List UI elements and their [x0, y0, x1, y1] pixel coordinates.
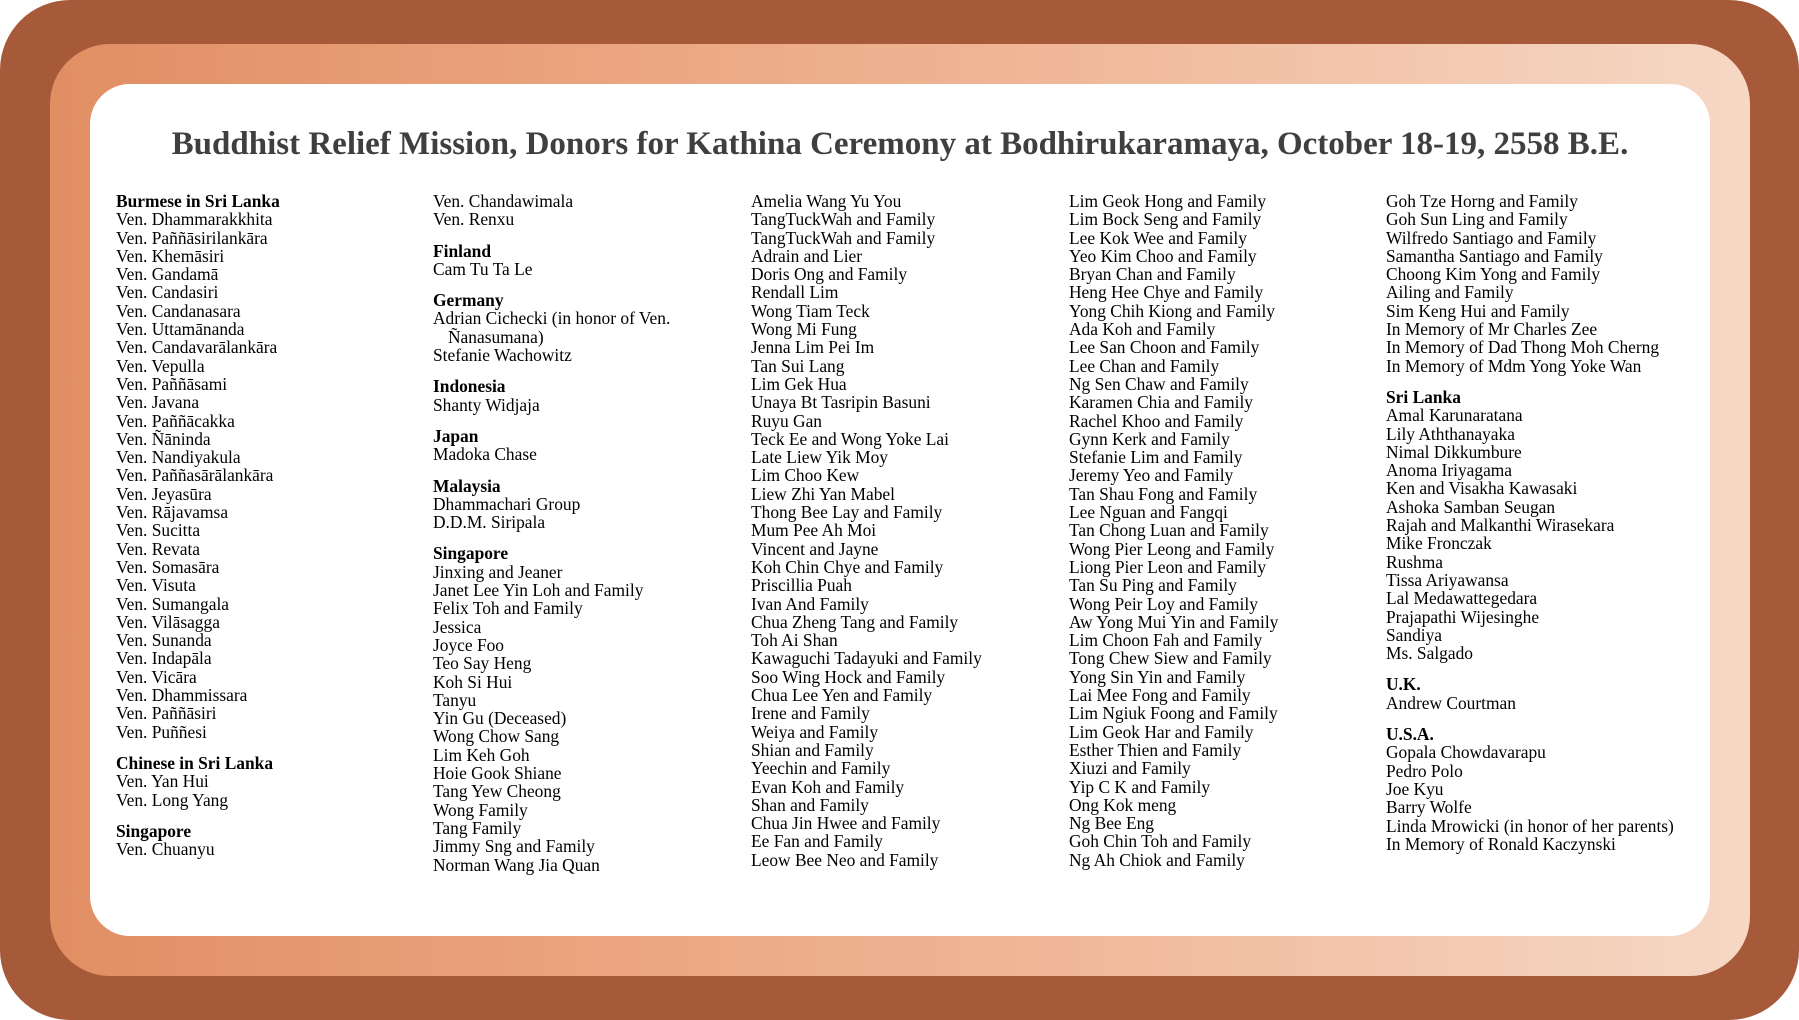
donor-name: Late Liew Yik Moy [751, 447, 889, 468]
donor-column-1 [116, 192, 426, 858]
donor-name: Aw Yong Mui Yin and Family [1069, 611, 1279, 632]
donor-name: Lim Geok Hong and Family [1069, 191, 1267, 211]
donor-name: Yip C K and Family [1069, 776, 1211, 797]
donor-name: Dhammachari Group [433, 493, 581, 514]
donor-section [433, 427, 743, 464]
donor-name: Nimal Dikkumbure [1386, 441, 1522, 462]
donor-section [1386, 675, 1696, 712]
donor-name: Yeechin and Family [751, 758, 891, 779]
section-heading: Japan [433, 425, 479, 446]
donor-name: Irene and Family [751, 703, 870, 724]
donor-name: Weiya and Family [751, 721, 879, 742]
donor-name: Chua Jin Hwee and Family [751, 813, 941, 834]
donor-name: Wong Tiam Teck [751, 300, 870, 321]
donor-name: Shanty Widjaja [433, 394, 540, 415]
donor-section [1069, 192, 1379, 869]
donor-section [116, 822, 426, 859]
donor-name: Ms. Salgado [1386, 643, 1473, 664]
donor-name: Rajah and Malkanthi Wirasekara [1386, 515, 1615, 536]
donor-name: Tanyu [433, 689, 477, 710]
section-heading: Finland [433, 240, 491, 261]
donor-name: Jenna Lim Pei Im [751, 337, 875, 358]
donor-name: Ven. Puññesi [116, 721, 207, 742]
donor-name: Lim Choo Kew [751, 465, 860, 486]
donor-name: Adrian Cichecki (in honor of Ven. [433, 308, 671, 329]
donor-name: Wilfredo Santiago and Family [1386, 227, 1597, 248]
donor-name: Ven. Vepulla [116, 355, 205, 376]
donor-name: Tissa Ariyawansa [1386, 569, 1509, 590]
section-heading: Malaysia [433, 475, 501, 496]
donor-name: Ven. Yan Hui [116, 771, 209, 792]
donor-name: Ven. Javana [116, 392, 200, 413]
section-heading: Burmese in Sri Lanka [116, 191, 280, 211]
donor-name: Ñanasumana) [448, 326, 544, 347]
donor-name: Tong Chew Siew and Family [1069, 648, 1272, 669]
donor-name: Ven. Paññācakka [116, 410, 235, 431]
donor-name: Yeo Kim Choo and Family [1069, 245, 1257, 266]
donor-name: Lim Keh Goh [433, 744, 530, 765]
page-title: Buddhist Relief Mission, Donors for Kathina Ceremony at Bodhirukaramaya, October 18-19, 2558 B.E. [171, 126, 1629, 162]
section-heading: Germany [433, 290, 504, 311]
donor-name: TangTuckWah and Family [751, 227, 936, 248]
donor-name: Joe Kyu [1386, 778, 1444, 799]
donor-name: Toh Ai Shan [751, 630, 838, 651]
donor-name: Koh Chin Chye and Family [751, 556, 944, 577]
donor-name: Pedro Polo [1386, 760, 1463, 781]
donor-name: Thong Bee Lay and Family [751, 502, 943, 523]
donor-name: Lim Gek Hua [751, 373, 847, 394]
donor-name: Lim Choon Fah and Family [1069, 630, 1263, 651]
donor-name: Kawaguchi Tadayuki and Family [751, 648, 982, 669]
donor-name: Ven. Ñāninda [116, 428, 211, 449]
donor-name: Ven. Somasāra [116, 556, 220, 577]
donor-name: Ven. Sucitta [116, 520, 201, 541]
donor-name: Vincent and Jayne [751, 538, 879, 559]
donor-name: Tang Yew Cheong [433, 781, 561, 802]
donor-name: Shan and Family [751, 794, 869, 815]
donor-name: Andrew Courtman [1386, 692, 1516, 713]
donor-name: Tan Shau Fong and Family [1069, 483, 1258, 504]
donor-name: Unaya Bt Tasripin Basuni [751, 392, 931, 413]
donor-name: In Memory of Mr Charles Zee [1386, 319, 1598, 340]
donor-name: Mike Fronczak [1386, 533, 1492, 554]
donor-name: Liong Pier Leon and Family [1069, 556, 1267, 577]
donor-column-4 [1069, 192, 1379, 869]
donor-name: Gynn Kerk and Family [1069, 428, 1230, 449]
donor-name: Linda Mrowicki (in honor of her parents) [1386, 815, 1674, 836]
donor-name: Ven. Dhammissara [116, 685, 248, 706]
donor-section [1386, 725, 1696, 853]
donor-name: Felix Toh and Family [433, 598, 583, 619]
donor-name: Samantha Santiago and Family [1386, 245, 1603, 266]
donor-name: Esther Thien and Family [1069, 739, 1242, 760]
donor-name: Ven. Gandamā [116, 264, 219, 285]
donor-name: Ng Bee Eng [1069, 813, 1155, 834]
donor-name: Ven. Uttamānanda [116, 319, 245, 340]
donor-name: Ven. Candanasara [116, 300, 241, 321]
donor-name: Ven. Visuta [116, 575, 196, 596]
donor-name: Ng Sen Chaw and Family [1069, 373, 1249, 394]
donor-name: Rachel Khoo and Family [1069, 410, 1244, 431]
donor-name: Bryan Chan and Family [1069, 264, 1236, 285]
donor-name: Teo Say Heng [433, 653, 532, 674]
donor-name: Stefanie Lim and Family [1069, 447, 1243, 468]
donor-name: TangTuckWah and Family [751, 209, 936, 230]
donor-name: Evan Koh and Family [751, 776, 905, 797]
section-heading: U.K. [1386, 674, 1421, 695]
donor-name: Wong Chow Sang [433, 726, 560, 747]
donor-name: Jimmy Sng and Family [433, 836, 595, 857]
donor-name: Tan Chong Luan and Family [1069, 520, 1269, 541]
donor-name: Ven. Long Yang [116, 789, 229, 810]
donor-name: Leow Bee Neo and Family [751, 849, 939, 870]
donor-section [433, 477, 743, 532]
donor-name: Lim Bock Seng and Family [1069, 209, 1262, 230]
donor-name: Rushma [1386, 551, 1444, 572]
donor-name: Tang Family [433, 817, 522, 838]
donor-name: In Memory of Dad Thong Moh Cherng [1386, 337, 1660, 358]
donor-name: Ng Ah Chiok and Family [1069, 849, 1245, 870]
donor-name: Chua Zheng Tang and Family [751, 611, 959, 632]
donor-section [1386, 388, 1696, 662]
donor-name: Heng Hee Chye and Family [1069, 282, 1264, 303]
donor-name: Wong Pier Leong and Family [1069, 538, 1275, 559]
donor-name: D.D.M. Siripala [433, 512, 546, 533]
donor-name: Ven. Sumangala [116, 593, 230, 614]
donor-name: Rendall Lim [751, 282, 839, 303]
donor-name: Tan Su Ping and Family [1069, 575, 1237, 596]
donor-name: Teck Ee and Wong Yoke Lai [751, 428, 949, 449]
donor-name: Sim Keng Hui and Family [1386, 300, 1570, 321]
donor-name: Ven. Rājavamsa [116, 502, 229, 523]
donor-card [90, 84, 1710, 936]
donor-name: Janet Lee Yin Loh and Family [433, 580, 644, 601]
donor-name: Choong Kim Yong and Family [1386, 264, 1601, 285]
donor-name: Ven. Nandiyakula [116, 447, 241, 468]
donor-name: Goh Tze Horng and Family [1386, 191, 1578, 211]
section-heading: Chinese in Sri Lanka [116, 752, 274, 773]
donor-name: Sandiya [1386, 624, 1443, 645]
donor-column-3 [751, 192, 1061, 869]
donor-section [433, 192, 743, 229]
donor-section [433, 291, 743, 364]
donor-name: Karamen Chia and Family [1069, 392, 1254, 413]
donor-name: Ven. Candasiri [116, 282, 219, 303]
donor-name: Lim Ngiuk Foong and Family [1069, 703, 1278, 724]
donor-section [1386, 192, 1696, 375]
donor-name: Hoie Gook Shiane [433, 763, 562, 784]
donor-name: Ong Kok meng [1069, 794, 1177, 815]
donor-name: Yin Gu (Deceased) [433, 708, 567, 729]
donor-name: Ven. Paññāsiri [116, 703, 217, 724]
donor-name: Norman Wang Jia Quan [433, 854, 600, 875]
donor-name: Soo Wing Hock and Family [751, 666, 946, 687]
donor-name: Ailing and Family [1386, 282, 1514, 303]
donor-name: Ven. Paññasārālankāra [116, 465, 274, 486]
donor-name: Jessica [433, 616, 482, 637]
donor-name: Madoka Chase [433, 444, 537, 465]
donor-name: Yong Chih Kiong and Family [1069, 300, 1275, 321]
donor-column-5 [1386, 192, 1696, 853]
donor-name: Ken and Visakha Kawasaki [1386, 478, 1578, 499]
donor-name: Amal Karunaratana [1386, 405, 1523, 426]
donor-name: Ven. Candavarālankāra [116, 337, 278, 358]
donor-name: Lee San Choon and Family [1069, 337, 1260, 358]
donor-name: Yong Sin Yin and Family [1069, 666, 1246, 687]
donor-name: Lal Medawattegedara [1386, 588, 1538, 609]
donor-name: Mum Pee Ah Moi [751, 520, 877, 541]
section-heading: Sri Lanka [1386, 386, 1461, 407]
section-heading: Indonesia [433, 376, 506, 397]
donor-name: Tan Sui Lang [751, 355, 845, 376]
section-heading: U.S.A. [1386, 724, 1434, 745]
donor-name: Anoma Iriyagama [1386, 460, 1513, 481]
donor-name: Ivan And Family [751, 593, 869, 614]
donor-name: Lee Kok Wee and Family [1069, 227, 1247, 248]
donor-name: Ruyu Gan [751, 410, 823, 431]
donor-name: Goh Chin Toh and Family [1069, 831, 1252, 852]
donor-name: Jinxing and Jeaner [433, 561, 563, 582]
donor-section [116, 192, 426, 741]
donor-name: Ven. Vilāsagga [116, 611, 220, 632]
donor-name: Shian and Family [751, 739, 874, 760]
donor-name: Prajapathi Wijesinghe [1386, 606, 1540, 627]
donor-name: Lee Nguan and Fangqi [1069, 502, 1228, 523]
donor-section [751, 192, 1061, 869]
donor-name: Jeremy Yeo and Family [1069, 465, 1234, 486]
donor-section [433, 544, 743, 873]
donor-name: Ven. Chuanyu [116, 839, 215, 860]
donor-name: Adrain and Lier [751, 245, 863, 266]
donor-name: Ada Koh and Family [1069, 319, 1216, 340]
donor-name: Stefanie Wachowitz [433, 345, 572, 366]
donor-name: Ven. Sunanda [116, 630, 212, 651]
donor-name: In Memory of Ronald Kaczynski [1386, 833, 1616, 854]
donor-name: Amelia Wang Yu You [751, 191, 902, 211]
donor-section [433, 377, 743, 414]
donor-name: Ven. Dhammarakkhita [116, 209, 273, 230]
donor-name: Ven. Indapāla [116, 648, 212, 669]
donor-name: Ven. Vicāra [116, 666, 197, 687]
donor-name: Ee Fan and Family [751, 831, 883, 852]
donor-name: Joyce Foo [433, 634, 505, 655]
donor-name: Cam Tu Ta Le [433, 258, 533, 279]
donor-name: Gopala Chowdavarapu [1386, 742, 1546, 763]
donor-section [116, 754, 426, 809]
donor-column-2 [433, 192, 743, 874]
donor-name: Lim Geok Har and Family [1069, 721, 1254, 742]
donor-name: Lee Chan and Family [1069, 355, 1220, 376]
donor-name: In Memory of Mdm Yong Yoke Wan [1386, 355, 1642, 376]
donor-name: Lai Mee Fong and Family [1069, 685, 1251, 706]
donor-name: Ven. Jeyasūra [116, 483, 212, 504]
donor-name: Ven. Renxu [433, 209, 515, 230]
donor-name: Liew Zhi Yan Mabel [751, 483, 895, 504]
section-heading: Singapore [116, 820, 192, 841]
donor-name: Ven. Chandawimala [433, 191, 574, 211]
donor-name: Ven. Khemāsiri [116, 245, 225, 266]
donor-name: Ashoka Samban Seugan [1386, 496, 1556, 517]
donor-name: Ven. Revata [116, 538, 201, 559]
donor-name: Ven. Paññāsami [116, 373, 228, 394]
donor-name: Wong Peir Loy and Family [1069, 593, 1258, 614]
donor-name: Chua Lee Yen and Family [751, 685, 933, 706]
donor-name: Priscillia Puah [751, 575, 852, 596]
donor-name: Goh Sun Ling and Family [1386, 209, 1568, 230]
donor-name: Barry Wolfe [1386, 797, 1472, 818]
section-heading: Singapore [433, 543, 509, 564]
donor-name: Koh Si Hui [433, 671, 513, 692]
donor-name: Ven. Paññāsirilankāra [116, 227, 268, 248]
donor-name: Xiuzi and Family [1069, 758, 1191, 779]
donor-name: Doris Ong and Family [751, 264, 908, 285]
donor-name: Wong Family [433, 799, 528, 820]
donor-name: Wong Mi Fung [751, 319, 857, 340]
donor-name: Lily Aththanayaka [1386, 423, 1515, 444]
donor-section [433, 242, 743, 279]
